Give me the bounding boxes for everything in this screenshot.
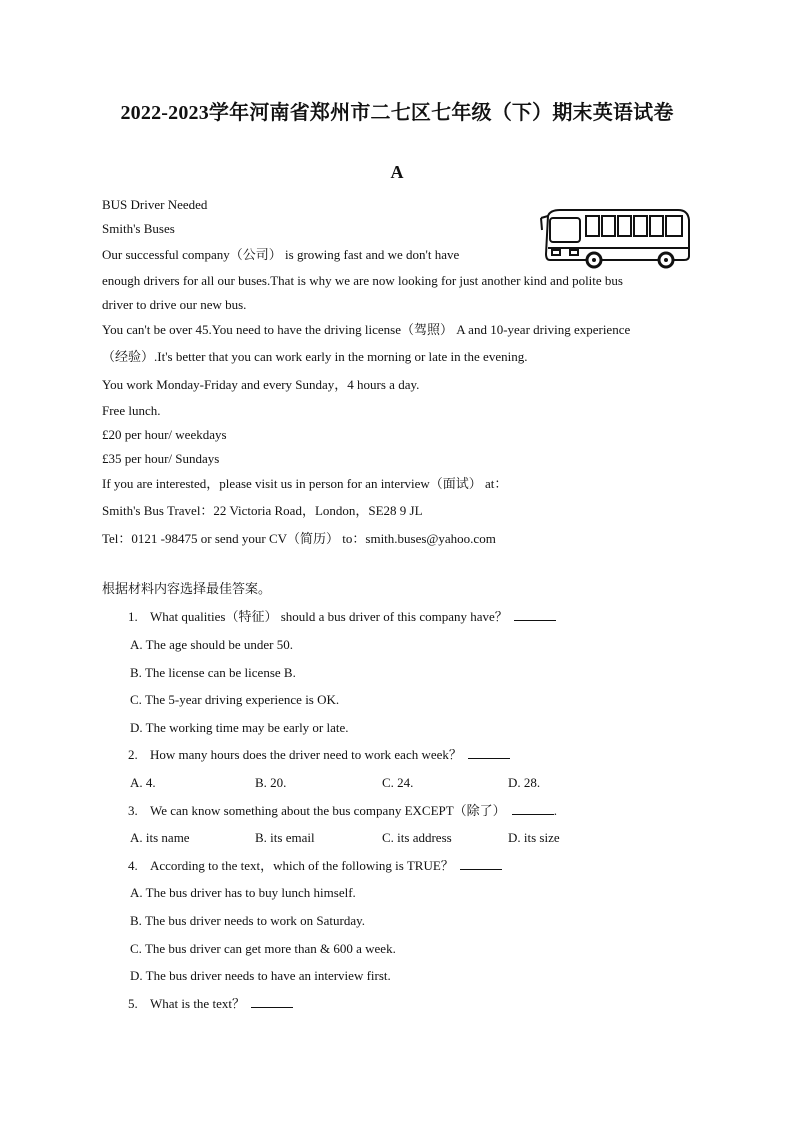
question-text: How many hours does the driver need to work each week？ [150, 747, 462, 762]
answer-blank[interactable] [460, 857, 502, 870]
option-1b[interactable]: B. The license can be license B. [130, 665, 296, 680]
ad-line: Smith's Bus Travel：22 Victoria Road，London，SE28 9 JL [102, 503, 423, 518]
ad-line: enough drivers for all our buses.That is why we are now looking for just another kind and polite bus [102, 273, 623, 288]
option-1c[interactable]: C. The 5-year driving experience is OK. [130, 692, 340, 707]
question-3: 3. We can know something about the bus company EXCEPT（除了） . [128, 803, 557, 818]
option-4d[interactable]: D. The bus driver needs to have an interview first. [130, 968, 391, 983]
ad-line: £20 per hour/ weekdays [102, 427, 227, 442]
ad-company: Smith's Buses [102, 221, 175, 236]
option-1d[interactable]: D. The working time may be early or late. [130, 720, 349, 735]
question-text: What qualities（特征） should a bus driver of this company have？ [150, 609, 508, 624]
question-number: 2. [128, 747, 138, 762]
question-number: 1. [128, 609, 138, 624]
question-text: We can know something about the bus company EXCEPT（除了） [150, 803, 506, 818]
option-2d[interactable]: D. 28. [508, 775, 541, 790]
option-2a[interactable]: A. 4. [130, 775, 156, 790]
question-4 [128, 857, 502, 875]
ad-line: You can't be over 45.You need to have the driving license（驾照） A and 10-year driving experience [102, 322, 631, 337]
page-title: 2022-2023学年河南省郑州市二七区七年级（下）期末英语试卷 [120, 102, 674, 124]
ad-line: （经验）.It's better that you can work early in the morning or late in the evening. [102, 349, 528, 364]
answer-blank[interactable] [468, 746, 510, 759]
ad-heading: BUS Driver Needed [102, 197, 208, 212]
option-1a[interactable]: A. The age should be under 50. [130, 637, 293, 652]
option-4a[interactable]: A. The bus driver has to buy lunch himself. [130, 885, 356, 900]
question-number: 5. [128, 996, 138, 1011]
option-3d[interactable]: D. its size [508, 830, 560, 845]
ad-line: If you are interested，please visit us in person for an interview（面试） at： [102, 476, 508, 491]
option-2b[interactable]: B. 20. [255, 775, 287, 790]
option-3a[interactable]: A. its name [130, 830, 190, 845]
option-3b[interactable]: B. its email [255, 830, 315, 845]
question-text: What is the text？ [150, 996, 245, 1011]
option-3c[interactable]: C. its address [382, 830, 452, 845]
question-number: 3. [128, 803, 138, 818]
ad-line: Tel：0121 -98475 or send your CV（简历） to：smith.buses@yahoo.com [102, 531, 496, 546]
instruction: 根据材料内容选择最佳答案。 [102, 581, 272, 596]
question-1 [128, 608, 556, 626]
question-5 [128, 995, 293, 1013]
ad-line: Our successful company（公司） is growing fast and we don't have [102, 247, 460, 262]
ad-line: Free lunch. [102, 403, 161, 418]
answer-blank[interactable] [251, 995, 293, 1008]
option-2c[interactable]: C. 24. [382, 775, 414, 790]
question-text: According to the text，which of the following is TRUE？ [150, 858, 454, 873]
ad-line: You work Monday-Friday and every Sunday，4 hours a day. [102, 377, 420, 392]
ad-line: driver to drive our new bus. [102, 297, 247, 312]
option-4c[interactable]: C. The bus driver can get more than & 600 a week. [130, 941, 396, 956]
answer-blank[interactable] [512, 802, 554, 815]
section-label: A [390, 162, 404, 182]
question-number: 4. [128, 858, 138, 873]
answer-blank[interactable] [514, 608, 556, 621]
ad-line: £35 per hour/ Sundays [102, 451, 220, 466]
option-4b[interactable]: B. The bus driver needs to work on Saturday. [130, 913, 366, 928]
bus-illustration [538, 204, 693, 270]
question-2 [128, 746, 510, 764]
